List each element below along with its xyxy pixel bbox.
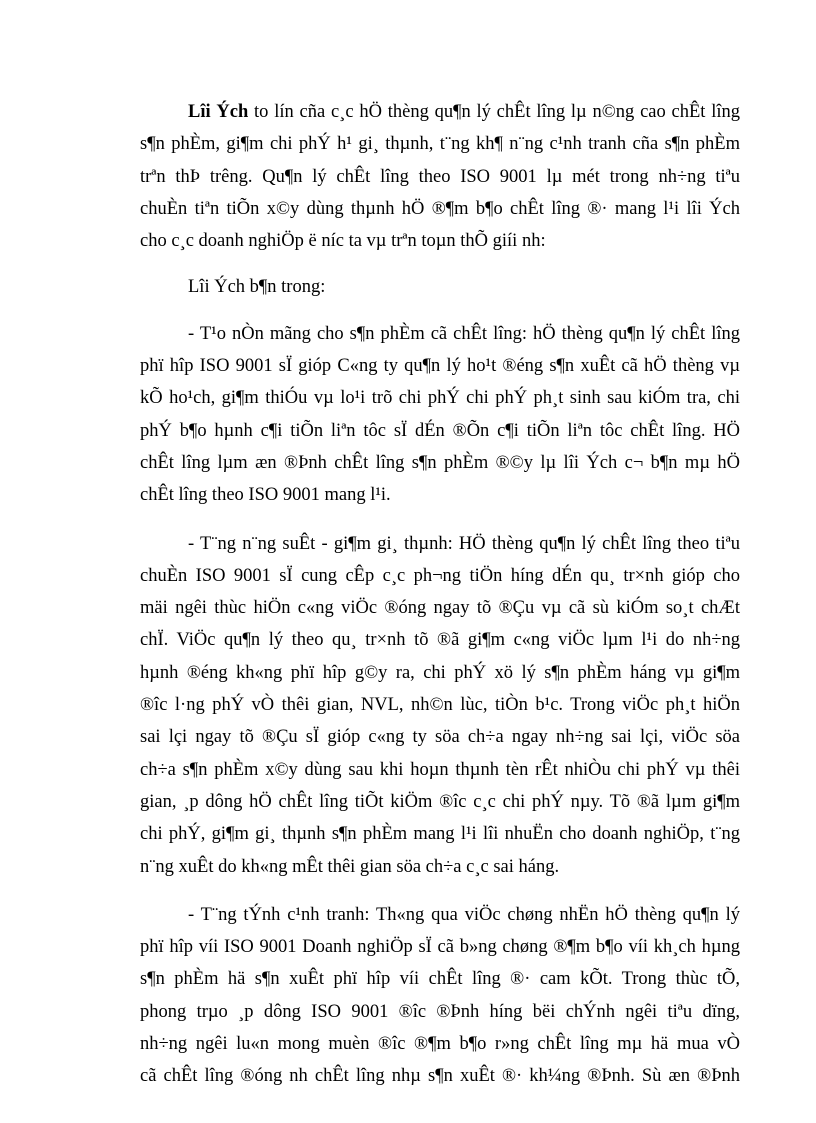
paragraph-competitiveness [140,899,740,1093]
paragraph-line: chuÈn tiªn tiÕn x©y dùng thµnh hÖ ®¶m b¶o chÊt lîng ®· mang l¹i lîi Ých [140,198,740,219]
paragraph-line: chÏ. ViÖc qu¶n lý theo qu¸ tr×nh tõ ®ã gi¶m c«ng viÖc lµm l¹i do nh÷ng [140,630,740,651]
paragraph-line: chÊt lîng lµm æn ®Þnh chÊt lîng s¶n phÈm ®©y lµ lîi Ých c¬ b¶n mµ hÖ [140,452,740,473]
paragraph-line: chi phÝ, gi¶m gi¸ thµnh s¶n phÈm mang l¹i lîi nhuËn cho doanh nghiÖp, t¨ng [140,824,740,845]
paragraph-line: cho c¸c doanh nghiÖp ë níc ta vµ trªn toµn thÕ giíi nh: [140,231,546,252]
paragraph-line: hµnh ®éng kh«ng phï hîp g©y ra, chi phÝ xö lý s¶n phÈm háng vµ gi¶m [140,662,740,683]
line-text: to lín cña c¸c hÖ thèng qu¶n lý chÊt lîng lµ n©ng cao chÊt lîng [248,102,740,122]
paragraph-line: n¨ng xuÊt do kh«ng mÊt thêi gian söa ch÷a c¸c sai háng. [140,856,560,877]
paragraph-quality-foundation [140,318,740,512]
paragraph-line: ®îc l·ng phÝ vÒ thêi gian, NVL, nh©n lùc, tiÒn b¹c. Trong viÖc ph¸t hiÖn [140,695,740,716]
paragraph-line: phong trµo ¸p dông ISO 9001 ®îc ®Þnh híng bëi chÝnh ngêi tiªu dïng, [140,1001,740,1022]
paragraph-line: - T¨ng n¨ng suÊt - gi¶m gi¸ thµnh: HÖ thèng qu¶n lý chÊt lîng theo tiªu [188,533,740,554]
paragraph-line: phï hîp víi ISO 9001 Doanh nghiÖp sÏ cã b»ng chøng ®¶m b¶o víi kh¸ch hµng [140,937,740,958]
paragraph-line: chuÈn ISO 9001 sÏ cung cÊp c¸c ph¬ng tiÖn híng dÉn qu¸ tr×nh gióp cho [140,565,740,586]
paragraph-benefits-intro [140,96,740,257]
paragraph-internal-benefits-heading [140,271,740,303]
paragraph-line: ch÷a s¶n phÈm x©y dùng sau khi hoµn thµnh tèn rÊt nhiÒu chi phÝ vµ thêi [140,759,740,780]
paragraph-line: - T¹o nÒn mãng cho s¶n phÈm cã chÊt lîng: hÖ thèng qu¶n lý chÊt lîng [188,323,740,344]
paragraph-line: s¶n phÈm, gi¶m chi phÝ h¹ gi¸ thµnh, t¨ng kh¶ n¨ng c¹nh tranh cña s¶n phÈm [140,134,740,155]
document-body [140,96,740,1093]
paragraph-line: nh÷ng ngêi lu«n mong muèn ®îc ®¶m b¶o r»ng chÊt lîng mµ hä mua vÒ [140,1034,740,1055]
paragraph-line: phÝ b¶o hµnh c¶i tiÕn liªn tôc sÏ dÉn ®Õn c¶i tiÕn liªn tôc chÊt lîng. HÖ [140,420,740,441]
paragraph-line: gian, ¸p dông hÖ chÊt lîng tiÕt kiÖm ®îc c¸c chi phÝ nµy. Tõ ®ã lµm gi¶m [140,791,740,812]
paragraph-line: trªn thÞ trêng. Qu¶n lý chÊt lîng theo ISO 9001 lµ mét trong nh÷ng tiªu [140,166,740,187]
paragraph-line: chÊt lîng theo ISO 9001 mang l¹i. [140,485,391,506]
paragraph-line: cã chÊt lîng ®óng nh chÊt lîng nhµ s¶n xuÊt ®· kh¼ng ®Þnh. Sù æn ®Þnh [140,1066,740,1087]
paragraph-line: Lîi Ých b¶n trong: [188,277,326,298]
paragraph-line: mäi ngêi thùc hiÖn c«ng viÖc ®óng ngay tõ ®Çu vµ cã sù kiÓm so¸t chÆt [140,598,740,619]
paragraph-line: phï hîp ISO 9001 sÏ gióp C«ng ty qu¶n lý ho¹t ®éng s¶n xuÊt cã hÖ thèng vµ [140,356,740,377]
paragraph-productivity-cost [140,528,740,883]
bold-lead-text: Lîi Ých [188,102,249,122]
paragraph-line: kÕ ho¹ch, gi¶m thiÓu vµ lo¹i trõ chi phÝ chi phÝ ph¸t sinh sau kiÓm tra, chi [140,388,740,409]
paragraph-line [140,96,740,128]
paragraph-line: sai lçi ngay tõ ®Çu sÏ gióp c«ng ty söa ch÷a ngay nh÷ng sai lçi, viÖc söa [140,727,740,748]
paragraph-line: s¶n phÈm hä s¶n xuÊt phï hîp víi chÊt lîng ®· cam kÕt. Trong thùc tÕ, [140,969,740,990]
paragraph-line: - T¨ng tÝnh c¹nh tranh: Th«ng qua viÖc chøng nhËn hÖ thèng qu¶n lý [188,904,740,925]
